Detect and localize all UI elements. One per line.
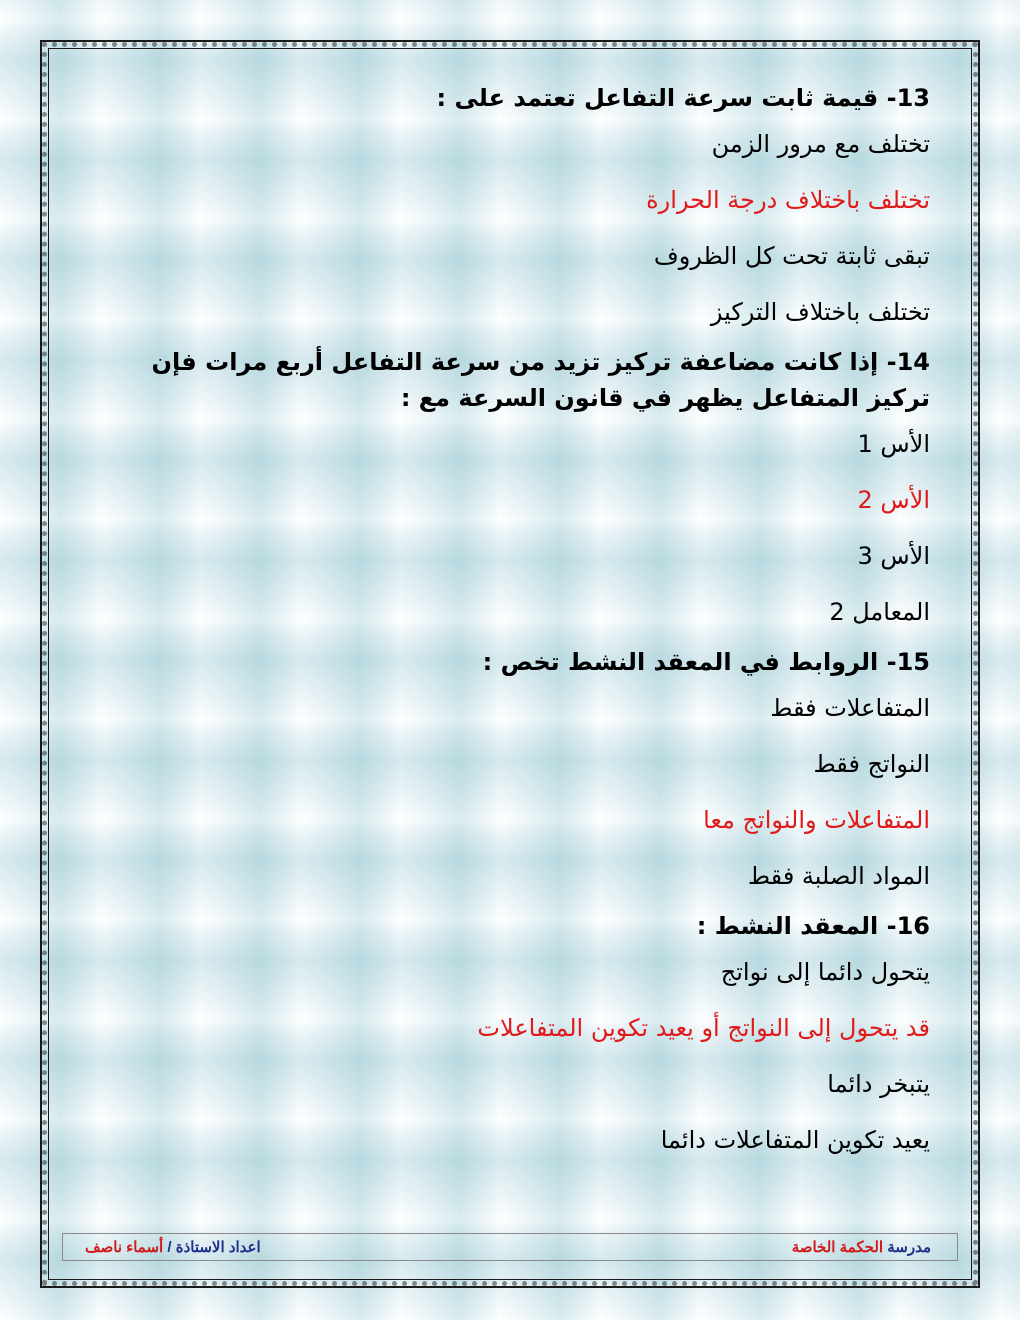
footer-author xyxy=(85,1238,261,1256)
question-13-option-2-correct: تختلف باختلاف درجة الحرارة xyxy=(646,186,930,214)
question-14-option-3: الأس 3 xyxy=(857,542,930,570)
footer-prepared-label: اعداد الاستاذة / xyxy=(167,1239,261,1256)
footer-school-name: الحكمة الخاصة xyxy=(791,1239,884,1256)
question-14-option-1: الأس 1 xyxy=(857,430,930,458)
question-16-title: 16- المعقد النشط : xyxy=(696,912,930,940)
question-13-title: 13- قيمة ثابت سرعة التفاعل تعتمد على : xyxy=(436,84,930,112)
question-14-title: 14- إذا كانت مضاعفة تركيز تزيد من سرعة التفاعل أربع مرات فإن تركيز المتفاعل يظهر في قانون السرعة مع : xyxy=(151,348,930,412)
question-14-option-4: المعامل 2 xyxy=(829,598,930,626)
footer-school xyxy=(792,1238,931,1256)
question-15-option-2: النواتج فقط xyxy=(813,750,930,778)
quiz-content xyxy=(120,80,930,1168)
footer-teacher-name: أسماء ناصف xyxy=(85,1239,164,1256)
page-footer xyxy=(62,1233,958,1261)
question-16-option-2-correct: قد يتحول إلى النواتج أو يعيد تكوين المتفاعلات xyxy=(477,1014,930,1042)
question-13-option-3: تبقى ثابتة تحت كل الظروف xyxy=(653,242,930,270)
footer-school-label: مدرسة xyxy=(887,1239,931,1256)
question-15-option-4: المواد الصلبة فقط xyxy=(747,862,930,890)
question-14-option-2-correct: الأس 2 xyxy=(857,486,930,514)
question-13-option-1: تختلف مع مرور الزمن xyxy=(711,130,930,158)
question-15-option-3-correct: المتفاعلات والنواتج معا xyxy=(703,806,930,834)
question-16-option-4: يعيد تكوين المتفاعلات دائما xyxy=(660,1126,930,1154)
question-16-option-3: يتبخر دائما xyxy=(827,1070,930,1098)
question-16-option-1: يتحول دائما إلى نواتج xyxy=(720,958,930,986)
question-13-option-4: تختلف باختلاف التركيز xyxy=(710,298,930,326)
question-15-title: 15- الروابط في المعقد النشط تخص : xyxy=(482,648,930,676)
question-15-option-1: المتفاعلات فقط xyxy=(770,694,930,722)
